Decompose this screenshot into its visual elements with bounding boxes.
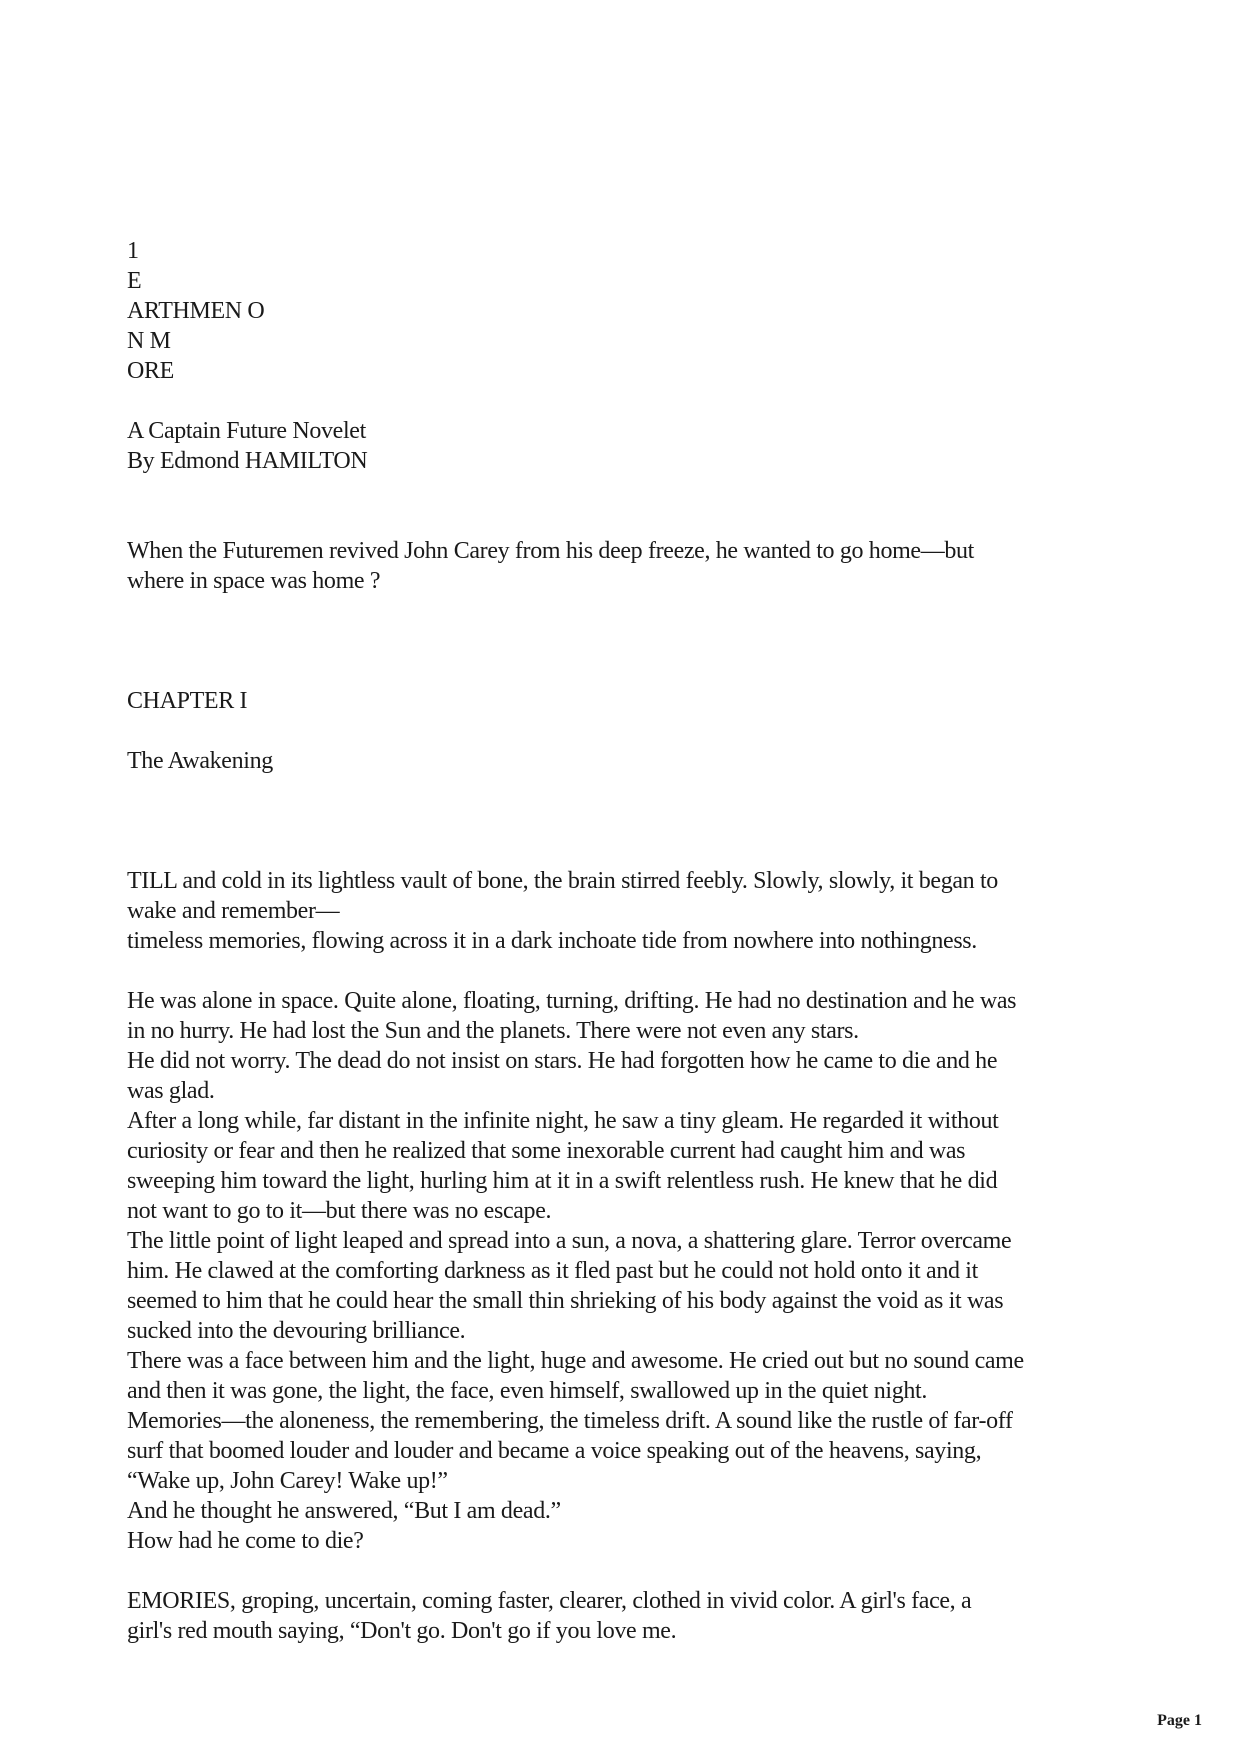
blurb-line: When the Futuremen revived John Carey from his deep freeze, he wanted to go home—but [127,538,974,564]
body-line: There was a face between him and the light, huge and awesome. He cried out but no sound came [127,1348,1024,1374]
body-line: Memories—the aloneness, the remembering, the timeless drift. A sound like the rustle of far-off [127,1408,1013,1434]
body-line: not want to go to it—but there was no escape. [127,1198,552,1224]
body-line: After a long while, far distant in the infinite night, he saw a tiny gleam. He regarded it without [127,1108,999,1134]
body-line: timeless memories, flowing across it in a dark inchoate tide from nowhere into nothingness. [127,928,977,954]
page-number: Page 1 [1157,1712,1202,1729]
title-line: 1 [127,238,139,264]
body-line: And he thought he answered, “But I am dead.” [127,1498,561,1524]
body-line: seemed to him that he could hear the small thin shrieking of his body against the void as it was [127,1288,1004,1314]
title-line: ARTHMEN O [127,298,265,324]
body-line: EMORIES, groping, uncertain, coming faster, clearer, clothed in vivid color. A girl's face, a [127,1588,972,1614]
body-line: curiosity or fear and then he realized that some inexorable current had caught him and was [127,1138,966,1164]
body-line: How had he come to die? [127,1528,364,1554]
body-line: sweeping him toward the light, hurling him at it in a swift relentless rush. He knew that he did [127,1168,998,1194]
chapter-heading: CHAPTER I [127,688,248,714]
author: By Edmond HAMILTON [127,448,368,474]
body-line: The little point of light leaped and spread into a sun, a nova, a shattering glare. Terror overcame [127,1228,1012,1254]
body-line: wake and remember— [127,898,340,924]
body-line: TILL and cold in its lightless vault of bone, the brain stirred feebly. Slowly, slowly, it began to [127,868,998,894]
body-line: He was alone in space. Quite alone, floating, turning, drifting. He had no destination and he was [127,988,1017,1014]
body-line: girl's red mouth saying, “Don't go. Don't go if you love me. [127,1618,677,1644]
title-line: E [127,268,142,294]
title-line: N M [127,328,171,354]
body-line: in no hurry. He had lost the Sun and the planets. There were not even any stars. [127,1018,859,1044]
body-line: He did not worry. The dead do not insist on stars. He had forgotten how he came to die and he [127,1048,998,1074]
body-line: was glad. [127,1078,215,1104]
body-line: and then it was gone, the light, the face, even himself, swallowed up in the quiet night. [127,1378,927,1404]
title-line: ORE [127,358,174,384]
body-line: “Wake up, John Carey! Wake up!” [127,1468,448,1494]
chapter-title: The Awakening [127,748,273,774]
blurb-line: where in space was home ? [127,568,381,594]
subtitle: A Captain Future Novelet [127,418,366,444]
body-line: surf that boomed louder and louder and became a voice speaking out of the heavens, saying, [127,1438,982,1464]
body-line: sucked into the devouring brilliance. [127,1318,466,1344]
body-line: him. He clawed at the comforting darkness as it fled past but he could not hold onto it and it [127,1258,978,1284]
